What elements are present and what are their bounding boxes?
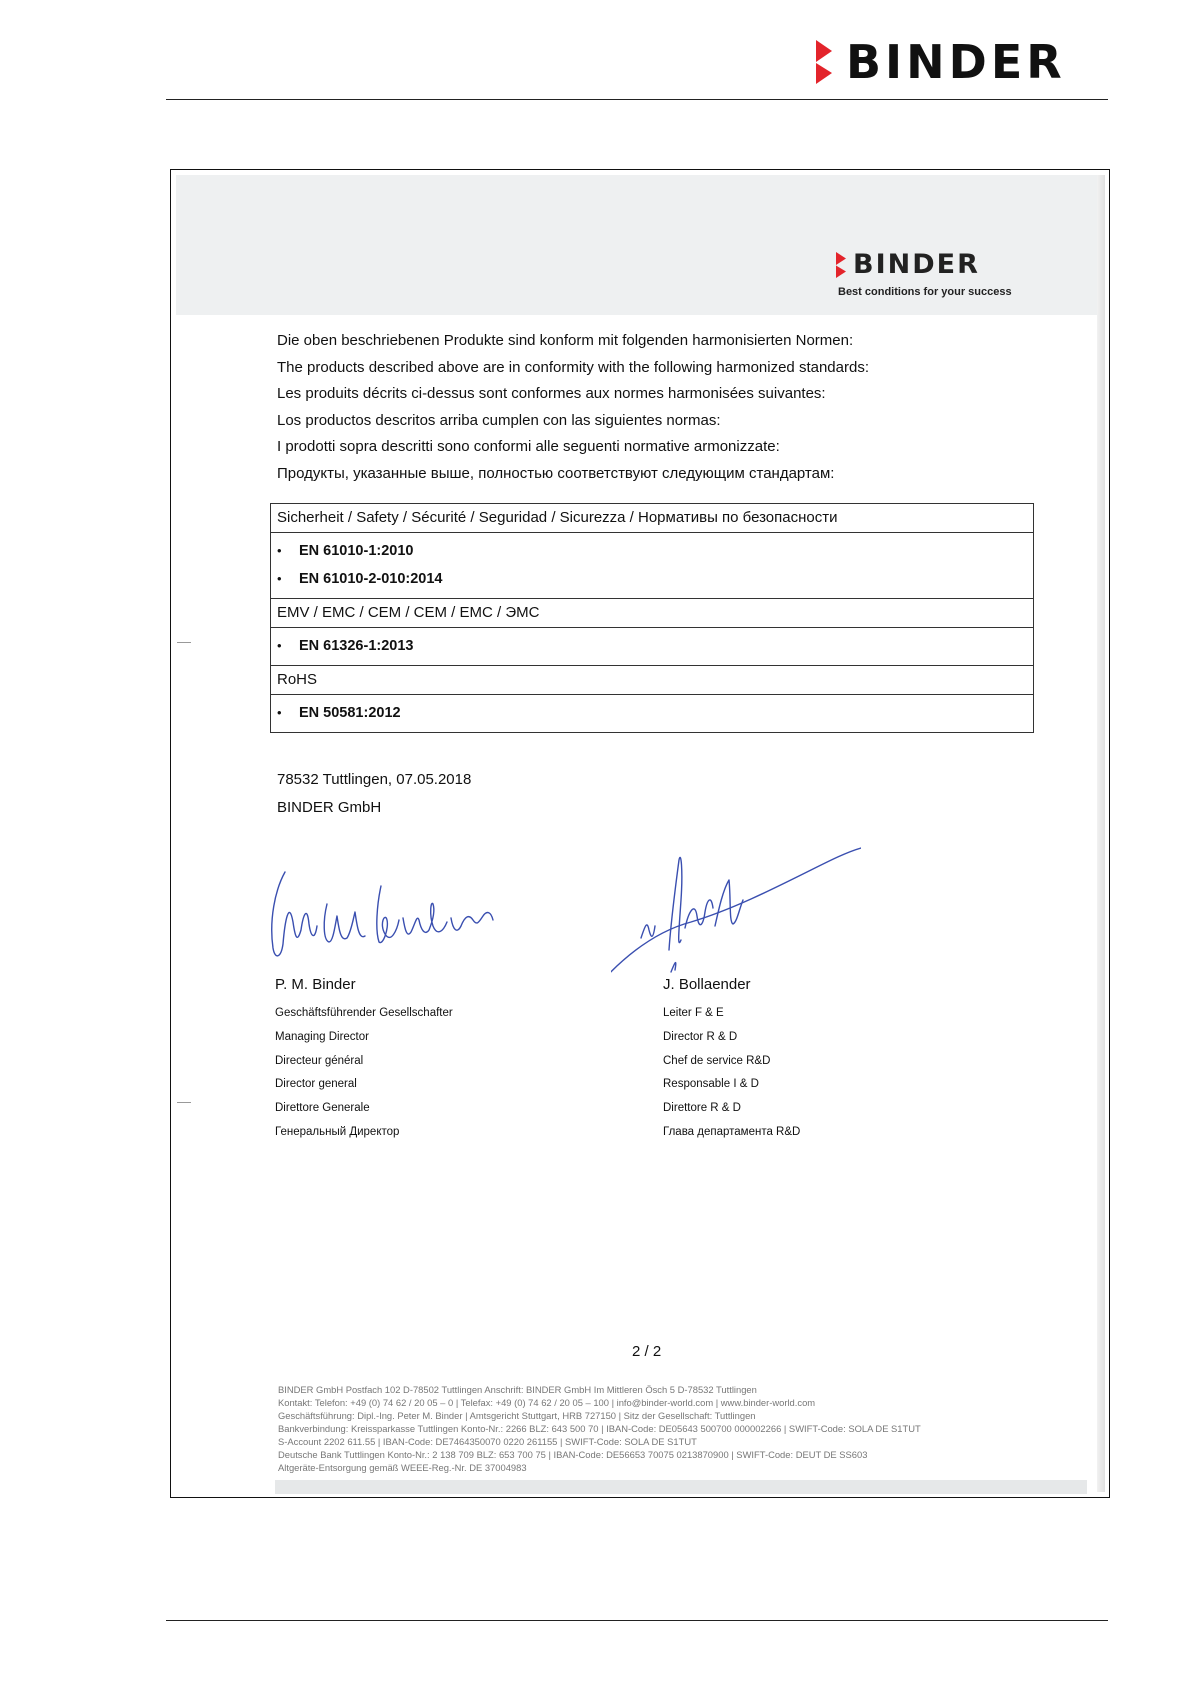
signer-titles (275, 1002, 453, 1145)
signer-title: Responsable I & D (663, 1078, 759, 1091)
intro-line: Продукты, указанные выше, полностью соответствуют следующим стандартам: (277, 464, 835, 482)
signer-title: Direttore Generale (275, 1102, 370, 1115)
standards-list (271, 532, 1033, 598)
footer-line: Deutsche Bank Tuttlingen Konto-Nr.: 2 138 709 BLZ: 653 700 75 | IBAN-Code: DE56653 70075 0213870900 | SWIFT-Code: DEUT DE SS603 (278, 1449, 868, 1460)
binder-logo-arrow-icon (816, 40, 834, 84)
standard-item: • EN 61010-1:2010 (271, 537, 1033, 565)
footer-line: Geschäftsführung: Dipl.-Ing. Peter M. Binder | Amtsgericht Stuttgart, HRB 727150 | Sitz der Gesellschaft: Tuttlingen (278, 1410, 756, 1421)
standard-item: • EN 50581:2012 (271, 699, 1033, 727)
place-and-company (277, 766, 471, 822)
scan-mark (177, 1102, 191, 1103)
standards-heading: Sicherheit / Safety / Sécurité / Seguridad / Sicurezza / Нормативы по безопасности (277, 509, 838, 526)
signer-title: Chef de service R&D (663, 1054, 771, 1067)
standards-section-rohs (271, 665, 1033, 732)
header-brand: BINDER (846, 35, 1066, 89)
signer-title: Генеральный Директор (275, 1125, 400, 1138)
standard-item: • EN 61326-1:2013 (271, 632, 1033, 660)
signer-title: Geschäftsführender Gesellschafter (275, 1007, 453, 1019)
footer-line: BINDER GmbH Postfach 102 D-78502 Tuttlingen Anschrift: BINDER GmbH Im Mittleren Ösch 5 D-78532 Tuttlingen (278, 1384, 757, 1395)
standards-list (271, 627, 1033, 665)
signer-title: Director general (275, 1078, 357, 1091)
standards-heading: EMV / EMC / CEM / CEM / EMC / ЭМС (277, 604, 540, 621)
intro-line: Los productos descritos arriba cumplen con las siguientes normas: (277, 411, 721, 429)
signer-name: P. M. Binder (275, 976, 356, 993)
scan-mark (177, 642, 191, 643)
page-number: 2 / 2 (632, 1343, 662, 1360)
footer-line: S-Account 2202 611.55 | IBAN-Code: DE7464350070 0220 261155 | SWIFT-Code: SOLA DE S1TUT (278, 1436, 697, 1447)
certificate-brand: BINDER (853, 249, 980, 280)
signer-binder (275, 975, 453, 1145)
signature-binder (263, 860, 503, 970)
standards-section-safety (271, 504, 1033, 598)
intro-line: Les produits décrits ci-dessus sont conformes aux normes harmonisées suivantes: (277, 385, 826, 403)
scan-bottom-shadow (275, 1480, 1087, 1494)
intro-line: Die oben beschriebenen Produkte sind konform mit folgenden harmonisierten Normen: (277, 332, 854, 349)
intro-line: The products described above are in conformity with the following harmonized standards: (277, 358, 869, 376)
certificate-tagline: Best conditions for your success (838, 286, 1012, 298)
footer-line: Altgeräte-Entsorgung gemäß WEEE-Reg.-Nr. DE 37004983 (278, 1462, 527, 1473)
place-date: 78532 Tuttlingen, 07.05.2018 (277, 771, 472, 788)
standard-item: • EN 61010-2-010:2014 (271, 565, 1033, 593)
standards-table (270, 503, 1034, 733)
scan-edge-shadow (1097, 175, 1105, 1492)
header-divider (166, 99, 1108, 100)
company-name: BINDER GmbH (277, 799, 382, 816)
company-footer (278, 1383, 921, 1474)
binder-logo-arrow-icon (836, 252, 847, 278)
standards-section-emc (271, 598, 1033, 665)
signer-title: Director R & D (663, 1030, 738, 1043)
footer-line: Bankverbindung: Kreissparkasse Tuttlingen Konto-Nr.: 2266 BLZ: 643 500 70 | IBAN-Code: DE05643 500700 000002266 | SWIFT-Code: SOLA DE S1TUT (278, 1423, 921, 1434)
footer-divider (166, 1620, 1108, 1621)
standards-list (271, 694, 1033, 732)
signer-title: Managing Director (275, 1030, 369, 1043)
certificate-scan (170, 169, 1110, 1498)
footer-line: Kontakt: Telefon: +49 (0) 74 62 / 20 05 – 0 | Telefax: +49 (0) 74 62 / 20 05 – 100 | info@binder-world.com | www.binder-world.com (278, 1397, 816, 1408)
signer-title: Directeur général (275, 1054, 364, 1067)
intro-line: I prodotti sopra descritti sono conformi alle seguenti normative armonizzate: (277, 438, 780, 456)
signer-title: Leiter F & E (663, 1007, 724, 1019)
certificate-logo (836, 251, 980, 278)
signature-bollaender (611, 830, 861, 980)
signer-title: Глава департамента R&D (663, 1125, 801, 1138)
standards-heading: RoHS (277, 671, 318, 688)
header-logo (816, 35, 1066, 89)
signer-name: J. Bollaender (663, 976, 751, 993)
signer-bollaender (663, 975, 800, 1145)
signer-title: Direttore R & D (663, 1102, 741, 1115)
intro-statements (277, 328, 869, 488)
signer-titles (663, 1002, 800, 1145)
